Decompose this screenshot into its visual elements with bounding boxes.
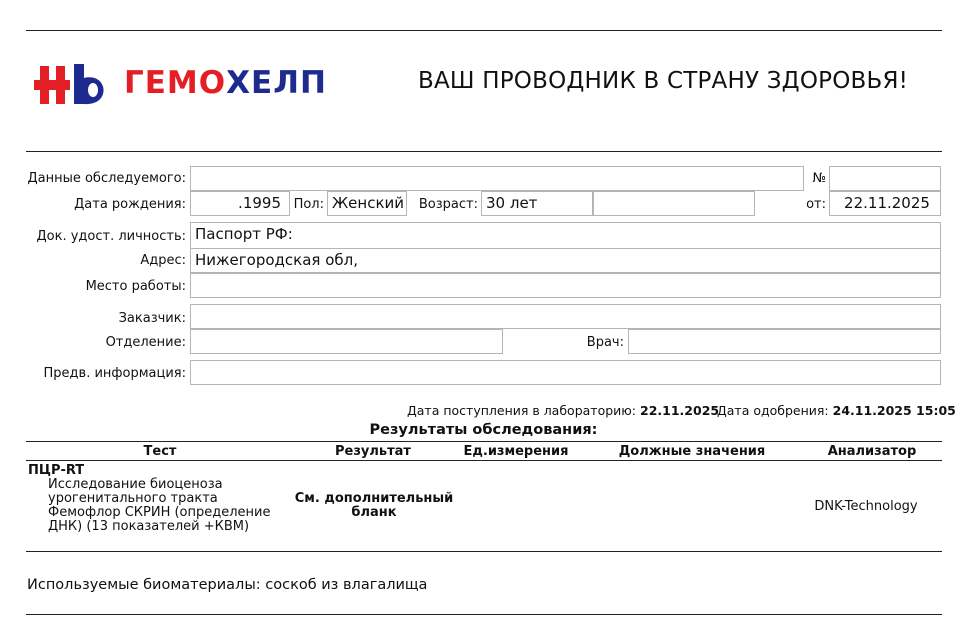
approved-date-label: Дата одобрения: [717, 403, 829, 418]
extra-field [593, 191, 755, 216]
doctor-label: Врач: [586, 335, 624, 350]
column-header-unit: Ед.измерения [463, 444, 569, 459]
department-label: Отделение: [105, 335, 186, 350]
table-bottom-divider [26, 551, 942, 552]
preliminary-info-field [190, 360, 941, 385]
patient-name-label: Данные обследуемого: [27, 171, 186, 186]
brand-name [124, 65, 327, 101]
birth-date-label: Дата рождения: [74, 197, 186, 212]
id-document-label: Док. удост. личность: [36, 229, 186, 244]
column-header-analyzer: Анализатор [827, 444, 917, 459]
test-analyzer: DNK-Technology [814, 499, 918, 514]
results-title: Результаты обследования: [369, 422, 598, 438]
doctor-field [628, 329, 941, 354]
footer-divider [26, 614, 942, 615]
top-divider [26, 30, 942, 31]
company-logo [34, 62, 334, 108]
date-label: от: [806, 197, 826, 212]
address-label: Адрес: [140, 253, 186, 268]
age-field: 30 лет [481, 191, 593, 216]
test-name: Исследование биоценоза урогенитального тракта Фемофлор СКРИН (определение ДНК) (13 показателей +КВМ) [48, 477, 271, 534]
patient-name-field [190, 166, 804, 191]
table-header-divider [26, 460, 942, 461]
approved-date [717, 403, 956, 418]
received-date-value: 22.11.2025 [640, 403, 720, 418]
column-header-norm: Должные значения [618, 444, 766, 459]
age-label: Возраст: [418, 197, 478, 212]
date-field: 22.11.2025 [829, 191, 941, 216]
header-divider [26, 151, 942, 152]
workplace-field [190, 273, 941, 298]
customer-label: Заказчик: [118, 311, 186, 326]
test-group: ПЦР-RT [28, 463, 85, 478]
column-header-result: Результат [335, 444, 411, 459]
sex-label: Пол: [293, 197, 324, 212]
table-top-divider [26, 441, 942, 442]
received-date [407, 403, 719, 418]
preliminary-info-label: Предв. информация: [43, 366, 186, 381]
hb-logo-mark-icon [34, 62, 112, 108]
birth-date-field: .1995 [190, 191, 290, 216]
received-date-label: Дата поступления в лабораторию: [407, 403, 637, 418]
id-document-field: Паспорт РФ: [190, 222, 941, 249]
address-field: Нижегородская обл, [190, 248, 941, 273]
column-header-test: Тест [143, 444, 177, 459]
slogan: ВАШ ПРОВОДНИК В СТРАНУ ЗДОРОВЬЯ! [418, 68, 909, 94]
workplace-label: Место работы: [85, 279, 186, 294]
brand-name-blue: ХЕЛП [226, 65, 327, 101]
biomaterial-note: Используемые биоматериалы: соскоб из влагалища [27, 577, 428, 593]
number-label: № [812, 171, 826, 186]
sex-field: Женский [327, 191, 407, 216]
number-field [829, 166, 941, 191]
approved-date-value: 24.11.2025 15:05 [832, 403, 956, 418]
customer-field [190, 304, 941, 329]
department-field [190, 329, 503, 354]
brand-name-red: ГЕМО [124, 65, 227, 101]
test-result: См. дополнительный бланк [294, 491, 454, 520]
